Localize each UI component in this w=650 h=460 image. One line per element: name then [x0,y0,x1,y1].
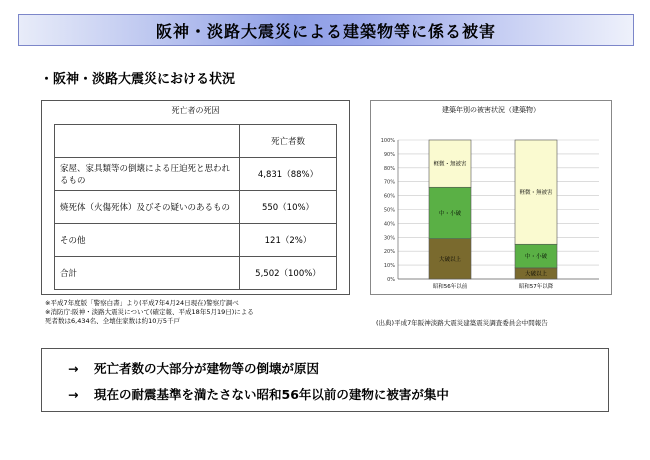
segment-label: 軽微・無被害 [433,161,467,168]
table-row [55,191,337,224]
chart-source: (出典)平成7年阪神淡路大震災建築震災調査委員会中間報告 [376,319,548,327]
cause-cell: 焼死体（火傷死体）及びその疑いのあるもの [55,191,240,224]
arrow-icon: → [68,387,79,402]
segment-label: 軽微・無被害 [519,190,553,197]
cause-cell: 家屋、家具類等の倒壊による圧迫死と思われるもの [55,158,240,191]
damage-chart-panel [370,100,612,295]
damage-bar-chart [371,101,611,294]
table-header-row [55,125,337,158]
death-cause-table-panel [41,100,350,295]
segment-label: 大破以上 [438,256,462,263]
y-tick-label: 10% [383,263,395,270]
segment-label: 中・小破 [524,254,548,261]
cause-cell: その他 [55,224,240,257]
note-line: 死者数は6,434名、全壊住家数は約10万5千戸 [45,317,181,325]
cause-cell: 合計 [55,257,240,290]
death-table-title: 死亡者の死因 [171,106,220,115]
chart-title: 建築年別の被害状況（建築物） [442,106,540,114]
category-label: 昭和56年以前 [432,284,468,290]
segment-label: 大破以上 [524,271,548,278]
note-line: ※消防庁:阪神・淡路大震災について(確定報、平成18年5月19日)による [45,308,254,316]
summary-line [68,385,449,403]
summary-line [68,359,319,377]
table-row [55,158,337,191]
arrow-icon: → [68,361,79,376]
table-header-deaths: 死亡者数 [240,125,337,158]
note-line: ※平成7年度版「警察白書」より(平成7年4月24日現在)警察庁調べ [45,299,239,307]
table-row [55,257,337,290]
deaths-cell: 550（10%） [240,191,337,224]
page-title: 阪神・淡路大震災による建築物等に係る被害 [155,21,496,41]
y-tick-label: 60% [383,193,395,200]
y-tick-label: 30% [383,235,395,242]
deaths-cell: 121（2%） [240,224,337,257]
table-row [55,224,337,257]
section-heading: ・阪神・淡路大震災における状況 [40,72,236,87]
summary-text: 死亡者数の大部分が建物等の倒壊が原因 [94,361,320,376]
segment-label: 中・小破 [438,210,462,217]
y-tick-label: 100% [380,138,395,144]
y-tick-label: 90% [383,151,395,158]
death-cause-table [54,124,337,290]
title-banner [18,14,634,46]
summary-text: 現在の耐震基準を満たさない昭和56年以前の建物に被害が集中 [94,387,449,402]
y-tick-label: 20% [383,249,395,256]
table-header-blank [55,125,240,158]
y-tick-label: 50% [383,207,395,214]
table-notes [45,299,254,326]
y-tick-label: 0% [387,277,395,283]
y-tick-label: 80% [383,165,395,172]
deaths-cell: 4,831（88%） [240,158,337,191]
y-tick-label: 40% [383,221,395,228]
y-tick-label: 70% [383,179,395,186]
deaths-cell: 5,502（100%） [240,257,337,290]
summary-box [41,348,609,412]
category-label: 昭和57年以降 [518,284,554,290]
